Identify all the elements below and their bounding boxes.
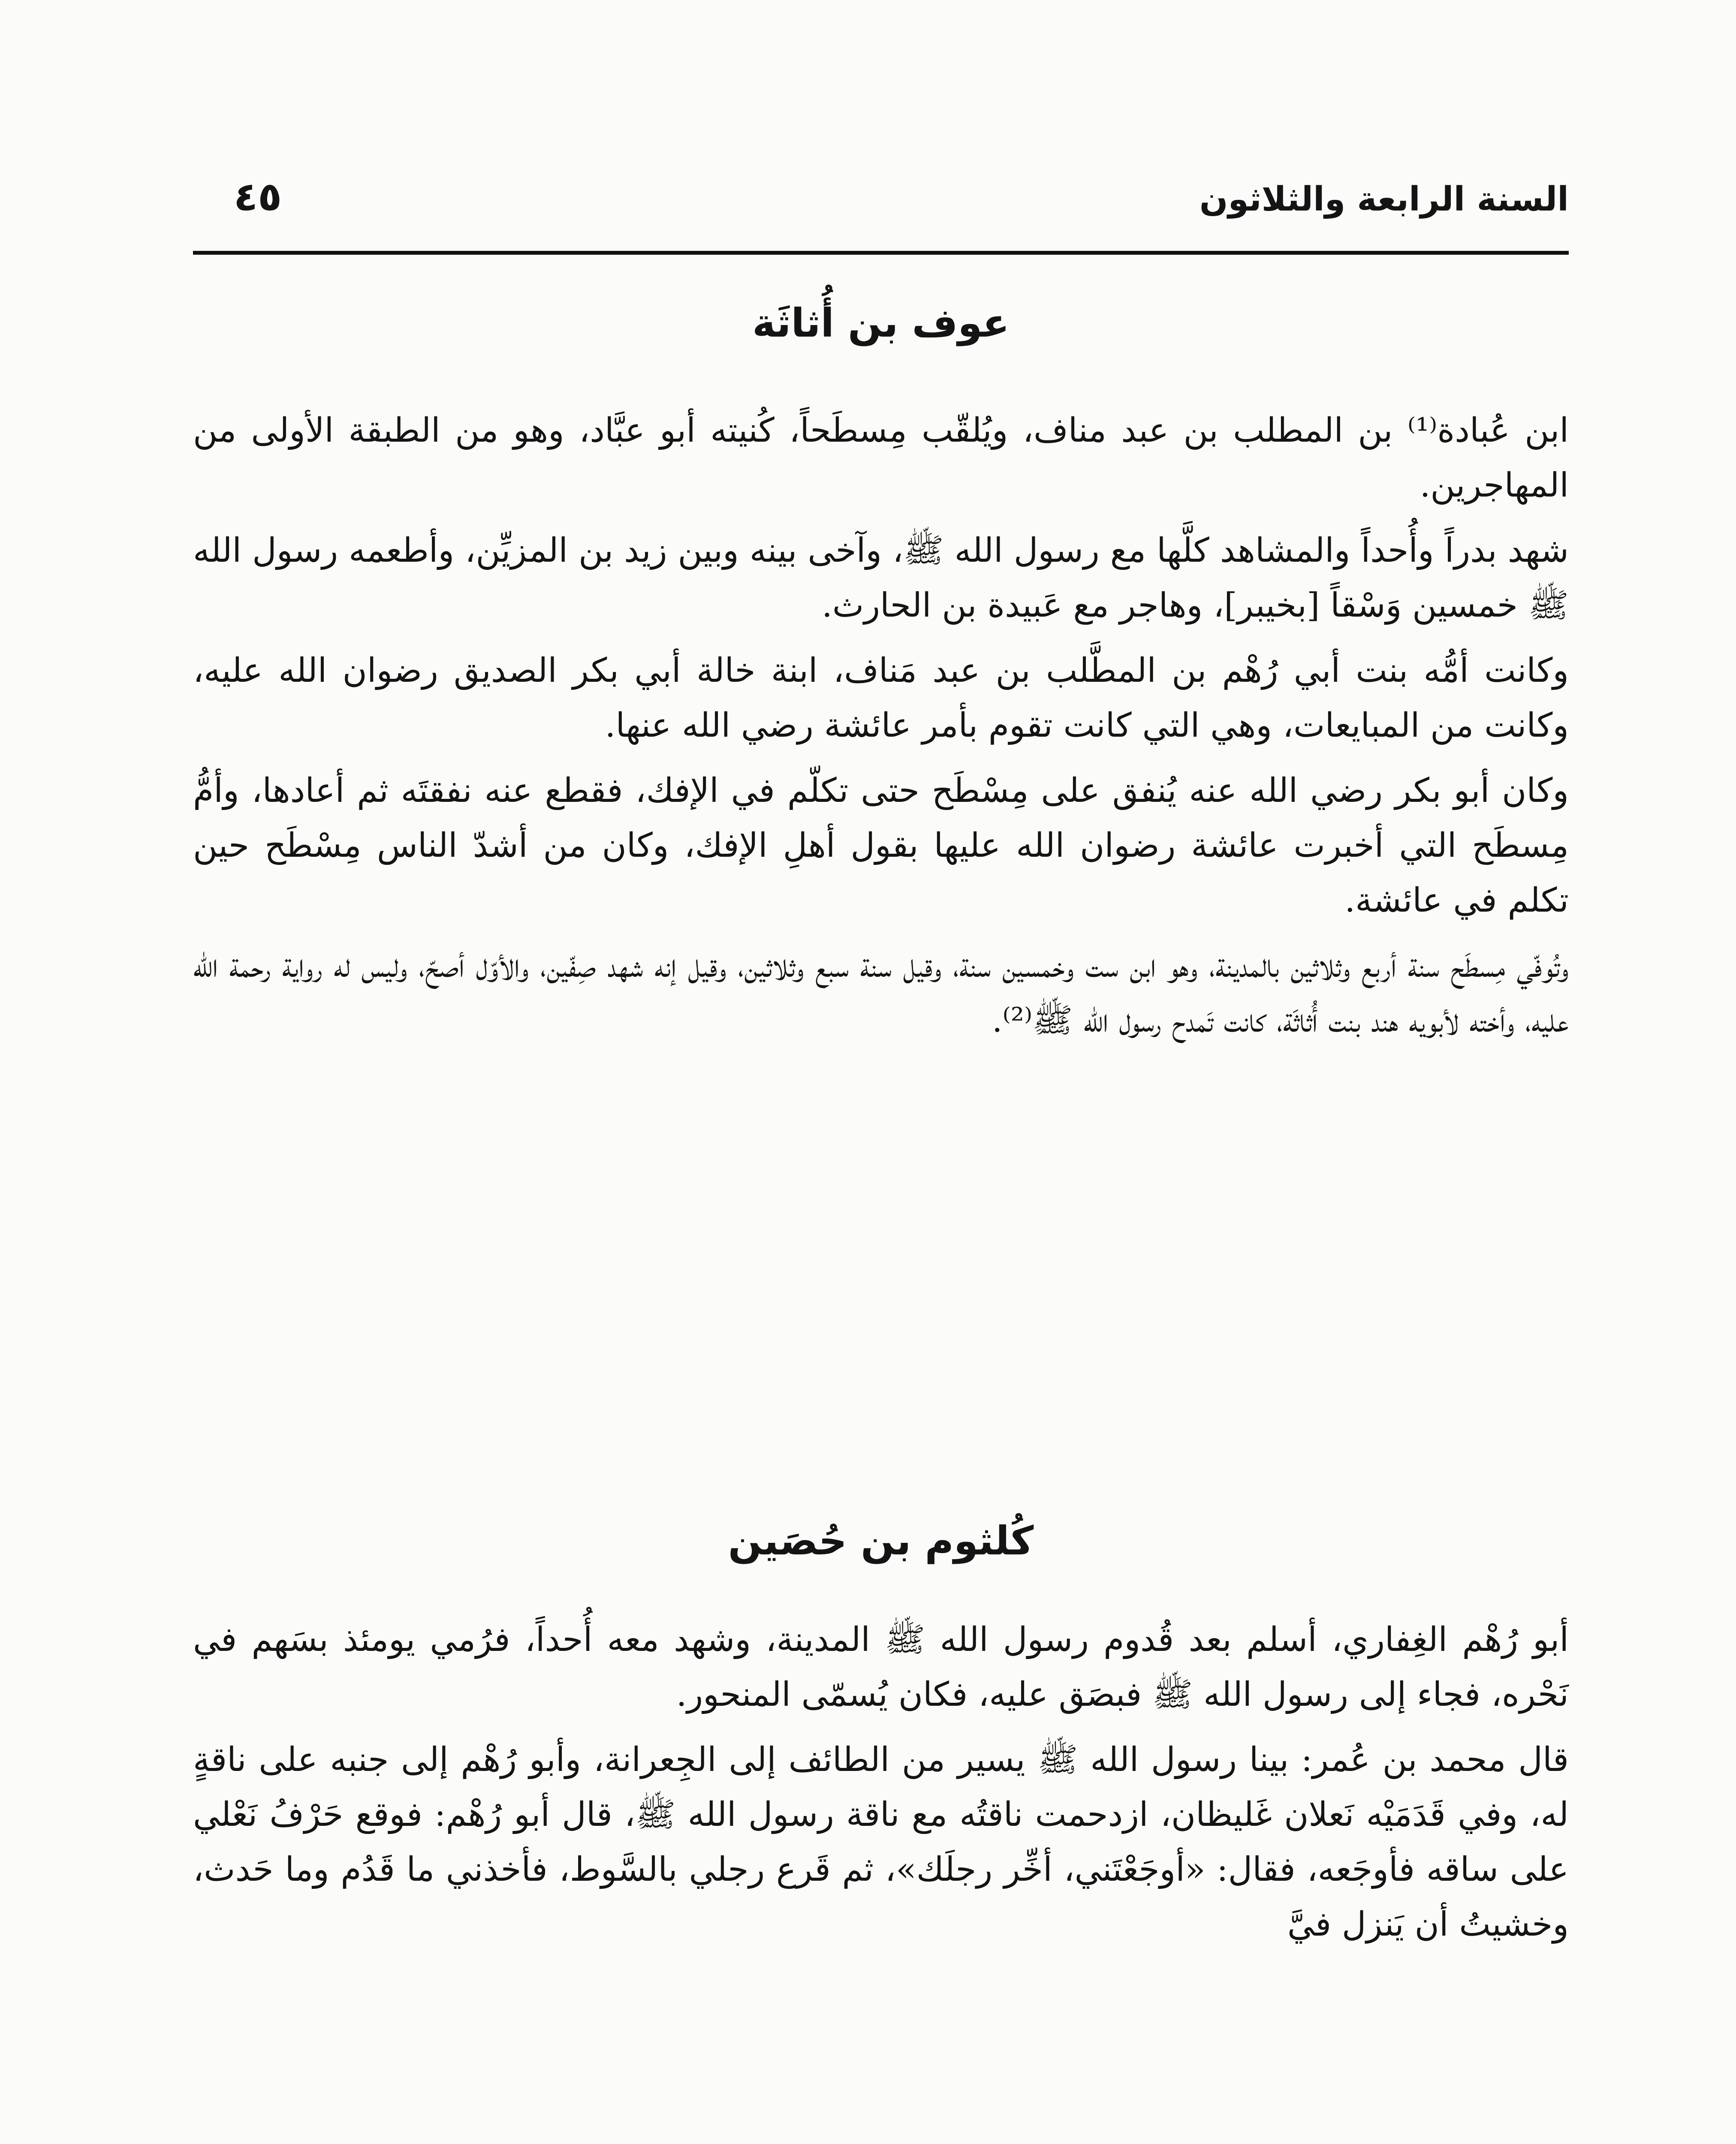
section-body-kulthum [193,1612,1569,1952]
paragraph: قال محمد بن عُمر: بينا رسول الله ﷺ يسير من الطائف إلى الجِعرانة، وأبو رُهْم إلى جنبه على ناقةٍ له، وفي قَدَمَيْه نَعلان غَليظان، ازدحمت ناقتُه مع ناقة رسول الله ﷺ، قال أبو رُهْم: فوقع حَرْفُ نَعْلي على ساقه فأوجَعه، فقال: «أوجَعْتَني، أخِّر رجلَك»، ثم قَرع رجلي بالسَّوط، فأخذني ما قَدُم وما حَدث، وخشيتُ أن يَنزل فيَّ [193,1740,1569,1944]
paragraph: ابن عُبادة⁽¹⁾ بن المطلب بن عبد مناف، ويُلقّب مِسطَحاً، كُنيته أبو عبَّاد، وهو من الطبقة الأولى من المهاجرين. [193,411,1569,505]
paragraph: وتُوفّي مِسطَح سنة أربع وثلاثين بالمدينة، وهو ابن ست وخمسين سنة، وقيل سنة سبع وثلاثين، وقيل إنه شهد صِفّين، والأوّل أصحّ، وليس له رواية رحمة الله عليه، وأخته لأبويه هند بنت أُثاثَة، كانت تَمدح رسول الله ﷺ⁽²⁾. [193,946,1569,1040]
paragraph: أبو رُهْم الغِفاري، أسلم بعد قُدوم رسول الله ﷺ المدينة، وشهد معه أُحداً، فرُمي يومئذ بسَهم في نَحْره، فجاء إلى رسول الله ﷺ فبصَق عليه، فكان يُسمّى المنحور. [193,1620,1569,1714]
paragraph: وكان أبو بكر رضي الله عنه يُنفق على مِسْطَح حتى تكلّم في الإفك، فقطع عنه نفقتَه ثم أعادها، وأمُّ مِسطَح التي أخبرت عائشة رضوان الله عليها بقول أهلِ الإفك، وكان من أشدّ الناس مِسْطَح حين تكلم في عائشة. [193,771,1569,920]
running-title: السنة الرابعة والثلاثون [1199,180,1569,219]
section-title-awf: عوف بن أُثاثَة [752,300,1010,346]
running-header [193,172,1569,240]
page-number: ٤٥ [234,174,282,220]
section-title-kulthum: كُلثوم بن حُصَين [728,1518,1034,1564]
paragraph: وكانت أمُّه بنت أبي رُهْم بن المطَّلب بن عبد مَناف، ابنة خالة أبي بكر الصديق رضوان الله عليه، وكانت من المبايعات، وهي التي كانت تقوم بأمر عائشة رضي الله عنها. [193,651,1569,745]
header-rule [193,251,1569,255]
section-body-awf [193,403,1569,1048]
paragraph: شهد بدراً وأُحداً والمشاهد كلَّها مع رسول الله ﷺ، وآخى بينه وبين زيد بن المزيِّن، وأطعمه رسول الله ﷺ خمسين وَسْقاً [بخيبر]، وهاجر مع عَبيدة بن الحارث. [193,531,1569,625]
